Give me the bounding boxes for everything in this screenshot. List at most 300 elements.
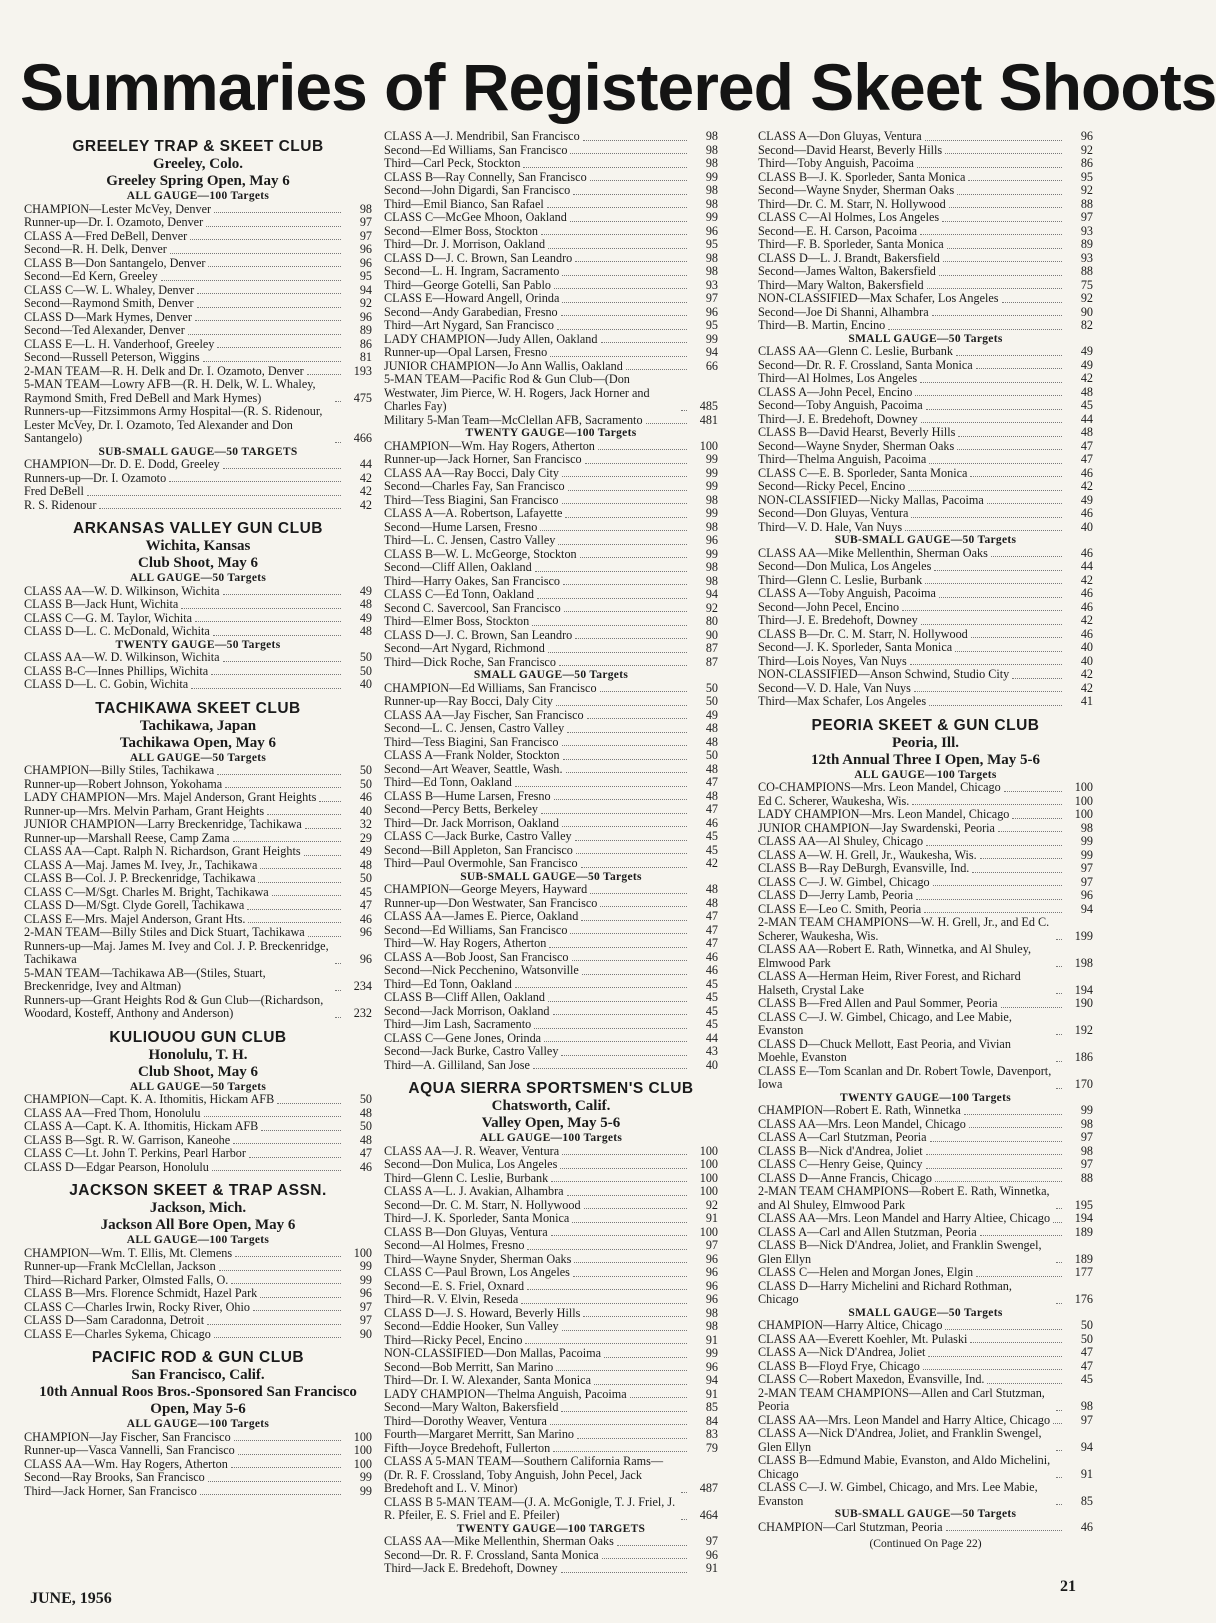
result-score: 48 — [705, 882, 718, 896]
result-row — [24, 297, 372, 311]
leader-dots — [195, 320, 341, 321]
result-row — [384, 1428, 718, 1442]
result-score: 42 — [1080, 613, 1093, 627]
result-row — [758, 130, 1093, 144]
leader-dots — [231, 1467, 341, 1468]
result-score: 98 — [705, 264, 718, 278]
result-name: Second—Ray Brooks, San Francisco — [24, 1470, 205, 1484]
leader-dots — [914, 691, 1062, 692]
leader-dots — [562, 826, 687, 827]
leader-dots — [925, 583, 1062, 584]
result-name: CLASS E—L. H. Vanderhoof, Greeley — [24, 336, 215, 351]
result-row — [758, 1118, 1093, 1132]
result-row — [384, 575, 718, 589]
result-score: 48 — [705, 788, 718, 803]
result-row — [384, 171, 718, 185]
result-name: CLASS D—J. S. Howard, Beverly Hills — [384, 1305, 581, 1320]
result-score: 94 — [705, 587, 718, 601]
result-score: 99 — [359, 1259, 372, 1273]
result-score: 96 — [1080, 129, 1093, 143]
event-title: Valley Open, May 5-6 — [481, 1115, 621, 1131]
result-score: 42 — [359, 497, 372, 512]
result-name: CLASS AA—Mrs. Leon Mandel and Harry Altice, Chicago — [758, 1412, 1051, 1427]
result-name: Second—Dr. R. F. Crossland, Santa Monica — [758, 357, 973, 372]
result-row — [384, 467, 718, 481]
result-name: CLASS D—J. C. Brown, San Leandro — [384, 627, 573, 642]
leader-dots — [207, 1324, 341, 1325]
result-name: CLASS A—Maj. James M. Ivey, Jr., Tachikawa — [24, 857, 258, 872]
result-score: 45 — [1080, 398, 1093, 412]
leader-dots — [553, 1451, 687, 1452]
leader-dots — [1056, 1034, 1062, 1035]
club-location: San Francisco, Calif. — [131, 1367, 265, 1383]
result-score: 90 — [1080, 304, 1093, 319]
result-score: 90 — [359, 1326, 372, 1341]
leader-dots — [335, 401, 341, 402]
leader-dots — [231, 1283, 341, 1284]
leader-dots — [233, 1143, 341, 1144]
leader-dots — [923, 1369, 1062, 1370]
result-score: 96 — [359, 925, 372, 939]
result-row — [24, 1314, 372, 1328]
result-row — [24, 791, 372, 805]
leader-dots — [575, 261, 687, 262]
result-score: 83 — [705, 1427, 718, 1441]
result-row — [384, 1226, 718, 1240]
result-name: CLASS D—L. C. Gobin, Wichita — [24, 677, 189, 691]
result-name: Fourth—Margaret Merritt, San Marino — [384, 1427, 575, 1441]
result-row — [758, 1038, 1093, 1065]
result-score: 42 — [359, 484, 372, 498]
result-row — [384, 1455, 718, 1496]
result-row — [24, 472, 372, 486]
club-name: JACKSON SKEET & TRAP ASSN. — [69, 1182, 327, 1199]
leader-dots — [208, 266, 341, 267]
result-score: 99 — [1080, 1103, 1093, 1117]
result-name: CLASS D—L. C. McDonald, Wichita — [24, 624, 210, 638]
result-name: Third—L. C. Jensen, Castro Valley — [384, 533, 556, 547]
result-row — [24, 612, 372, 626]
result-name: Second—Jack Burke, Castro Valley — [384, 1044, 559, 1058]
gauge-heading: TWENTY GAUGE—100 Targets — [840, 1091, 1011, 1104]
result-score: 94 — [705, 1373, 718, 1387]
result-name: CLASS B—Ray DeBurgh, Evansville, Ind. — [758, 861, 970, 875]
result-row — [384, 1361, 718, 1375]
result-name: CLASS B—Edmund Mabie, Evanston, and Aldo Michelini, Chicago — [758, 1453, 1051, 1481]
result-score: 99 — [705, 210, 718, 224]
result-row — [384, 1320, 718, 1334]
result-name: CLASS AA—James E. Pierce, Oakland — [384, 909, 579, 923]
result-score: 99 — [359, 1272, 372, 1287]
result-name: Third—Paul Overmohle, San Francisco — [384, 856, 578, 870]
result-score: 96 — [705, 1292, 718, 1306]
result-score: 40 — [1080, 519, 1093, 534]
result-name: CHAMPION—Wm. T. Ellis, Mt. Clemens — [24, 1245, 233, 1260]
result-score: 95 — [1080, 169, 1093, 184]
result-name: Third—Toby Anguish, Pacoima — [758, 156, 914, 170]
result-row — [24, 1471, 372, 1485]
result-name: CLASS B-C—Innes Phillips, Wichita — [24, 663, 209, 678]
result-row — [24, 270, 372, 284]
result-score: 46 — [359, 911, 372, 926]
leader-dots — [912, 804, 1062, 805]
club-name: PEORIA SKEET & GUN CLUB — [811, 716, 1040, 734]
result-score: 93 — [705, 277, 718, 292]
result-score: 29 — [359, 830, 372, 845]
leader-dots — [924, 912, 1062, 913]
result-score: 96 — [705, 1251, 718, 1266]
result-score: 100 — [353, 1456, 372, 1471]
result-score: 91 — [1080, 1466, 1093, 1481]
result-score: 46 — [1080, 1519, 1093, 1534]
leader-dots — [926, 1154, 1062, 1155]
leader-dots — [335, 1017, 341, 1018]
leader-dots — [527, 1249, 687, 1250]
result-score: 100 — [699, 1184, 718, 1198]
result-name: Third—A. Gilliland, San Jose — [384, 1057, 530, 1072]
leader-dots — [926, 409, 1062, 410]
result-name: Third—Wayne Snyder, Sherman Oaks — [384, 1251, 572, 1266]
result-name: Second—Art Nygard, Richmond — [384, 641, 545, 655]
leader-dots — [908, 490, 1062, 491]
leader-dots — [1012, 818, 1062, 819]
result-score: 47 — [359, 1146, 372, 1160]
event-title: 10th Annual Roos Bros.-Sponsored San Francisco Open, May 5-6 — [39, 1384, 357, 1417]
result-score: 49 — [1080, 357, 1093, 372]
result-row — [758, 795, 1093, 809]
result-row — [758, 970, 1093, 997]
leader-dots — [567, 1195, 687, 1196]
result-score: 50 — [705, 680, 718, 695]
result-score: 50 — [705, 748, 718, 762]
result-name: CLASS B—Mrs. Florence Schmidt, Hazel Park — [24, 1286, 258, 1300]
gauge-heading: SUB-SMALL GAUGE—50 Targets — [834, 1508, 1017, 1520]
result-name: Second—V. D. Hale, Van Nuys — [758, 680, 911, 695]
result-row — [384, 615, 718, 629]
result-row — [384, 346, 718, 360]
result-name: Third—Carl Peck, Stockton — [384, 156, 521, 170]
result-row — [384, 1145, 718, 1159]
result-score: 42 — [1080, 667, 1093, 681]
leader-dots — [957, 449, 1062, 450]
leader-dots — [233, 841, 341, 842]
leader-dots — [911, 517, 1062, 518]
leader-dots — [169, 481, 341, 482]
result-row — [24, 1274, 372, 1288]
result-row — [758, 1212, 1093, 1226]
result-row — [384, 534, 718, 548]
leader-dots — [195, 621, 341, 622]
result-score: 93 — [1080, 223, 1093, 238]
leader-dots — [541, 234, 687, 235]
result-name: Third—Dorothy Weaver, Ventura — [384, 1413, 547, 1428]
result-score: 46 — [359, 790, 372, 804]
leader-dots — [549, 947, 687, 948]
result-row — [384, 238, 718, 252]
leader-dots — [945, 153, 1062, 154]
result-score: 87 — [705, 641, 718, 655]
result-row — [758, 1065, 1093, 1092]
result-name: CLASS A—Capt. K. A. Ithomitis, Hickam AFB — [24, 1119, 259, 1133]
result-row — [758, 453, 1093, 467]
result-row — [758, 386, 1093, 400]
leader-dots — [563, 759, 687, 760]
result-row — [24, 203, 372, 217]
leader-dots — [1012, 678, 1062, 679]
leader-dots — [969, 1127, 1062, 1128]
leader-dots — [515, 987, 687, 988]
leader-dots — [557, 329, 687, 330]
result-row — [384, 225, 718, 239]
leader-dots — [929, 463, 1062, 464]
result-name: Third—Al Holmes, Los Angeles — [758, 371, 918, 385]
result-row — [758, 144, 1093, 158]
leader-dots — [915, 395, 1062, 396]
result-score: 194 — [1074, 1211, 1093, 1225]
leader-dots — [554, 799, 687, 800]
result-row — [24, 678, 372, 692]
result-name: CLASS A—Frank Nolder, Stockton — [384, 748, 560, 762]
result-row — [384, 897, 718, 911]
result-score: 96 — [705, 533, 718, 547]
result-score: 96 — [705, 1278, 718, 1293]
result-row — [24, 1093, 372, 1107]
result-score: 89 — [1080, 237, 1093, 251]
result-score: 100 — [699, 1224, 718, 1239]
leader-dots — [1001, 1007, 1062, 1008]
result-score: 92 — [705, 600, 718, 615]
result-score: 189 — [1074, 1224, 1093, 1239]
club-location: Peoria, Ill. — [891, 734, 960, 751]
result-name: 2-MAN TEAM—Billy Stiles and Dick Stuart, Tachikawa — [24, 925, 305, 939]
leader-dots — [562, 745, 688, 746]
result-score: 98 — [705, 1305, 718, 1320]
result-row — [758, 1226, 1093, 1240]
result-row — [24, 872, 372, 886]
result-row — [384, 736, 718, 750]
leader-dots — [554, 288, 687, 289]
result-name: Third—Mary Walton, Bakersfield — [758, 277, 924, 292]
leader-dots — [550, 356, 687, 357]
result-score: 98 — [705, 250, 718, 265]
result-name: CLASS C—Gene Jones, Orinda — [384, 1030, 542, 1045]
result-name: CLASS D—Jerry Lamb, Peoria — [758, 888, 914, 902]
result-name: CHAMPION—Robert E. Rath, Winnetka — [758, 1103, 961, 1117]
result-name: Third—Ricky Pecel, Encino — [384, 1332, 523, 1347]
result-row — [384, 184, 718, 198]
result-row — [758, 876, 1093, 890]
result-name: Third—George Gotelli, San Pablo — [384, 277, 551, 292]
result-row — [384, 924, 718, 938]
result-row — [758, 1185, 1093, 1212]
result-name: Second—Ed Kern, Greeley — [24, 269, 158, 283]
result-name: Second—Ed Williams, San Francisco — [384, 142, 568, 157]
result-row — [24, 1431, 372, 1445]
result-row — [24, 926, 372, 940]
result-name: Third—Dr. I. W. Alexander, Santa Monica — [384, 1373, 591, 1387]
result-score: 47 — [705, 802, 718, 816]
result-row — [758, 1481, 1093, 1508]
result-row — [758, 547, 1093, 561]
result-name: Third—V. D. Hale, Van Nuys — [758, 519, 903, 534]
leader-dots — [577, 1438, 687, 1439]
result-row — [384, 1018, 718, 1032]
result-name: 5-MAN TEAM—Tachikawa AB—(Stiles, Stuart, Breckenridge, Ivey and Altman) — [24, 965, 266, 993]
result-name: CLASS B—Ray Connelly, San Francisco — [384, 169, 587, 184]
gauge-heading: ALL GAUGE—100 Targets — [126, 1418, 270, 1430]
column-1 — [24, 130, 372, 1560]
result-score: 42 — [1080, 479, 1093, 493]
result-row — [758, 507, 1093, 521]
leader-dots — [562, 1154, 687, 1155]
result-name: CLASS B—Hume Larsen, Fresno — [384, 788, 551, 803]
result-row — [24, 1134, 372, 1148]
result-row — [758, 494, 1093, 508]
result-row — [384, 453, 718, 467]
result-score: 100 — [699, 1143, 718, 1158]
result-name: CLASS B—Don Gluyas, Ventura — [384, 1224, 548, 1239]
leader-dots — [548, 652, 687, 653]
result-score: 85 — [1080, 1493, 1093, 1508]
leader-dots — [537, 598, 687, 599]
result-name: Third—Thelma Anguish, Pacoima — [758, 452, 927, 466]
result-row — [384, 507, 718, 521]
result-row — [384, 830, 718, 844]
result-row — [758, 943, 1093, 970]
leader-dots — [532, 625, 687, 626]
result-score: 49 — [359, 844, 372, 858]
result-name: Runner-up—Opal Larsen, Fresno — [384, 345, 548, 359]
leader-dots — [267, 814, 341, 815]
result-name: CLASS B—Fred Allen and Paul Sommer, Peoria — [758, 996, 998, 1010]
result-name: CLASS AA—Mrs. Leon Mandel and Harry Altiee, Chicago — [758, 1211, 1051, 1225]
leader-dots — [1056, 1477, 1062, 1478]
result-row — [758, 1131, 1093, 1145]
result-row — [24, 1328, 372, 1342]
leader-dots — [550, 1424, 687, 1425]
result-score: 96 — [705, 223, 718, 238]
result-name: CLASS C—W. L. Whaley, Denver — [24, 282, 195, 297]
result-row — [758, 238, 1093, 252]
result-score: 46 — [1080, 545, 1093, 560]
result-score: 99 — [705, 506, 718, 520]
result-score: 98 — [705, 156, 718, 170]
leader-dots — [1004, 791, 1062, 792]
result-row — [24, 338, 372, 352]
result-row — [384, 1334, 718, 1348]
result-row — [384, 306, 718, 320]
result-name: Second—J. K. Sporleder, Santa Monica — [758, 640, 953, 654]
result-row — [384, 978, 718, 992]
result-score: 42 — [1080, 680, 1093, 695]
result-row — [24, 1301, 372, 1315]
leader-dots — [223, 468, 341, 469]
result-name: CLASS E—Tom Scanlan and Dr. Robert Towle, Davenport, Iowa — [758, 1063, 1052, 1091]
result-name: CHAMPION—George Meyers, Hayward — [384, 882, 588, 896]
leader-dots — [191, 688, 341, 689]
leader-dots — [1056, 1504, 1062, 1505]
leader-dots — [258, 882, 341, 883]
result-name: Fifth—Joyce Bredehoft, Fullerton — [384, 1440, 551, 1455]
result-score: 193 — [353, 363, 372, 378]
leader-dots — [548, 248, 687, 249]
result-score: 50 — [359, 650, 372, 664]
leader-dots — [927, 288, 1062, 289]
result-row — [758, 916, 1093, 943]
result-score: 192 — [1074, 1023, 1093, 1037]
page-number: 21 — [1060, 1578, 1076, 1595]
result-score: 50 — [359, 663, 372, 678]
result-row — [24, 1485, 372, 1499]
result-name: CLASS B—Nick d'Andrea, Joliet — [758, 1143, 923, 1158]
result-name: Third—Jack E. Bredehoft, Downey — [384, 1561, 558, 1575]
result-score: 95 — [705, 237, 718, 251]
leader-dots — [570, 933, 687, 934]
leader-dots — [598, 449, 687, 450]
gauge-heading: ALL GAUGE—50 Targets — [129, 751, 267, 764]
result-score: 46 — [1080, 506, 1093, 520]
leader-dots — [971, 637, 1062, 638]
column-3 — [758, 130, 1093, 1560]
result-row — [758, 997, 1093, 1011]
leader-dots — [248, 922, 341, 923]
result-row — [758, 292, 1093, 306]
result-score: 98 — [705, 519, 718, 534]
result-row — [384, 561, 718, 575]
leader-dots — [238, 1454, 341, 1455]
leader-dots — [1056, 993, 1062, 994]
result-row — [384, 1415, 718, 1429]
result-row — [384, 817, 718, 831]
result-name: CLASS C—Al Holmes, Los Angeles — [758, 210, 940, 224]
result-score: 45 — [705, 1003, 718, 1018]
result-score: 96 — [359, 255, 372, 270]
result-name: Second—Russell Peterson, Wiggins — [24, 350, 200, 364]
leader-dots — [939, 597, 1062, 598]
result-row — [758, 426, 1093, 440]
leader-dots — [170, 253, 341, 254]
result-row — [758, 399, 1093, 413]
result-score: 46 — [1080, 586, 1093, 600]
result-row — [384, 414, 718, 428]
result-row — [24, 216, 372, 230]
result-row — [24, 859, 372, 873]
result-row — [758, 655, 1093, 669]
result-score: 47 — [705, 936, 718, 950]
result-name: Second—Joe Di Shanni, Alhambra — [758, 304, 929, 319]
result-name: CLASS B—Dr. C. M. Starr, N. Hollywood — [758, 626, 968, 641]
result-score: 96 — [1080, 888, 1093, 902]
result-row — [24, 967, 372, 994]
result-row — [384, 1293, 718, 1307]
result-score: 46 — [705, 963, 718, 977]
result-score: 92 — [1080, 142, 1093, 157]
result-name: Runner-up—Ray Bocci, Daly City — [384, 694, 554, 708]
result-score: 95 — [359, 269, 372, 283]
result-name: CLASS AA—Mike Mellenthin, Sherman Oaks — [758, 545, 988, 560]
leader-dots — [575, 840, 687, 841]
result-name: CLASS C—McGee Mhoon, Oakland — [384, 210, 567, 224]
result-row — [758, 682, 1093, 696]
result-row — [384, 588, 718, 602]
result-score: 85 — [705, 1400, 718, 1414]
leader-dots — [1056, 1410, 1062, 1411]
issue-date: JUNE, 1956 — [30, 1590, 112, 1607]
result-name: CLASS AA—Everett Koehler, Mt. Pulaski — [758, 1331, 968, 1346]
result-row — [384, 1239, 718, 1253]
result-row — [24, 1444, 372, 1458]
result-name: CLASS E—Howard Angell, Orinda — [384, 291, 560, 305]
